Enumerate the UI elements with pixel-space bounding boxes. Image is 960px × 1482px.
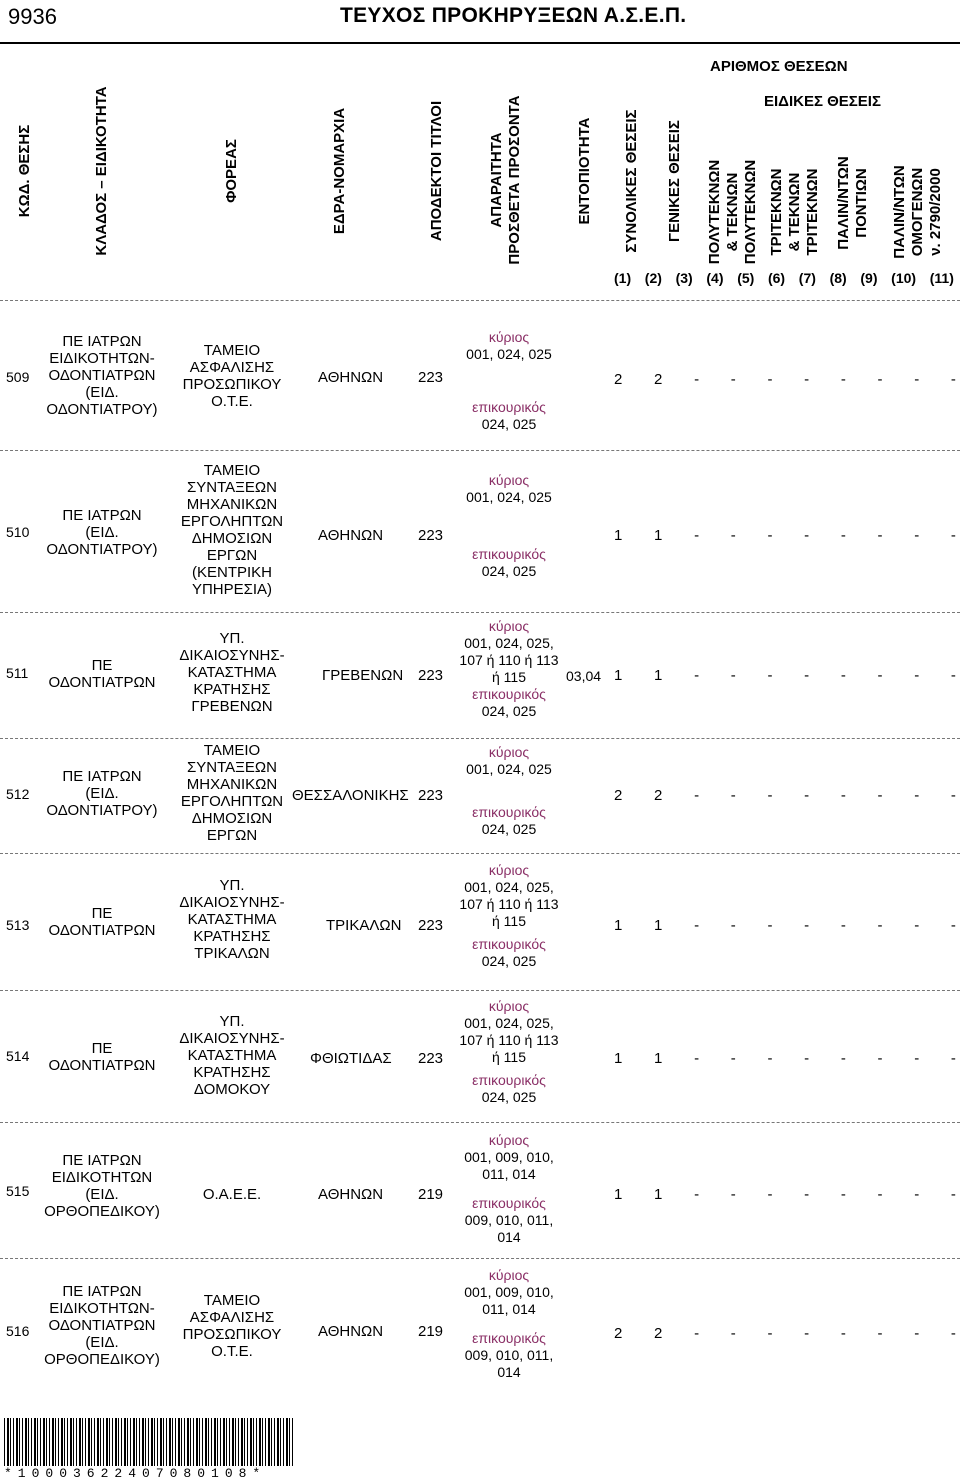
position-code: 514 (6, 1048, 30, 1064)
header-omog-line1: ΠΑΛΙΝ/ΝΤΩΝ (891, 165, 908, 259)
aux-line: 024, 025 (481, 416, 537, 432)
agency-line: ΤΑΜΕΙΟ (203, 1292, 261, 1309)
row-divider (0, 450, 960, 451)
count-cell: - (840, 787, 846, 804)
branch-line: ΟΔΟΝΤΙΑΤΡΩΝ (48, 674, 156, 691)
agency-line: ΑΣΦΑΛΙΣΗΣ (189, 1309, 275, 1326)
count-cell: - (914, 371, 920, 388)
column-number: (6) (767, 270, 786, 286)
header-pontic-line2: ΠΟΝΤΙΩΝ (853, 168, 870, 238)
header-degrees: ΑΠΟΔΕΚΤΟΙ ΤΙΤΛΟΙ (428, 100, 445, 242)
count-general: 2 (654, 1325, 663, 1342)
header-pontic (835, 138, 871, 268)
count-total: 1 (614, 1050, 623, 1067)
branch-line: ΟΔΟΝΤΙΑΤΡΟΥ) (46, 541, 158, 558)
agency-cell (170, 342, 294, 410)
page-title: ΤΕΥΧΟΣ ΠΡΟΚΗΡΥΞΕΩΝ Α.Σ.Ε.Π. (340, 4, 687, 27)
seat-code: 223 (418, 1050, 444, 1067)
main-label: κύριος (488, 329, 530, 345)
count-cell: - (914, 1186, 920, 1203)
column-numbers (614, 270, 954, 286)
count-cell: - (950, 1325, 956, 1342)
agency-cell (170, 1186, 294, 1203)
column-number: (8) (829, 270, 847, 286)
count-cell: - (694, 1050, 700, 1067)
seat-code: 223 (418, 527, 444, 544)
count-cell: - (950, 917, 956, 934)
counts (614, 527, 956, 544)
header-tri-line3: ΤΡΙΤΕΚΝΩΝ (804, 168, 821, 256)
qualifications-cell (446, 618, 572, 720)
count-general: 1 (654, 527, 663, 544)
branch-line: ΠΕ (91, 905, 113, 922)
count-cell: - (877, 787, 883, 804)
agency-line: ΚΡΑΤΗΣΗΣ (193, 928, 271, 945)
header-required-line1: ΑΠΑΡΑΙΤΗΤΑ (488, 132, 505, 228)
count-cell: - (914, 667, 920, 684)
count-cell: - (694, 1325, 700, 1342)
count-cell: - (914, 917, 920, 934)
agency-line: ΔΗΜΟΣΙΩΝ (191, 810, 273, 827)
main-line: 001, 009, 010, (464, 1284, 554, 1300)
agency-line: ΔΙΚΑΙΟΣΥΝΗΣ- (179, 894, 285, 911)
main-label: κύριος (488, 744, 530, 760)
aux-label: επικουρικός (472, 399, 546, 415)
counts (614, 787, 956, 804)
main-line: 001, 024, 025, (464, 879, 554, 895)
branch-line: (ΕΙΔ. (85, 1334, 119, 1351)
seat: ΑΘΗΝΩΝ (318, 1323, 384, 1340)
agency-line: ΚΡΑΤΗΣΗΣ (193, 681, 271, 698)
counts (614, 1325, 956, 1342)
count-cell: - (767, 1186, 773, 1203)
count-cell: - (767, 1325, 773, 1342)
branch-line: ΟΔΟΝΤΙΑΤΡΟΥ) (46, 802, 158, 819)
branch-cell (40, 1283, 164, 1368)
seat: ΑΘΗΝΩΝ (318, 1186, 384, 1203)
count-cell: - (730, 371, 736, 388)
seat: ΤΡΙΚΑΛΩΝ (326, 917, 402, 934)
count-cell: - (877, 527, 883, 544)
agency-line: Ο.Τ.Ε. (211, 1343, 253, 1360)
branch-line: ΟΔΟΝΤΙΑΤΡΩΝ (48, 367, 156, 384)
count-general: 1 (654, 1050, 663, 1067)
branch-line: ΠΕ ΙΑΤΡΩΝ (62, 1283, 142, 1300)
row-divider (0, 300, 960, 301)
locality-value: 03,04 (566, 668, 602, 684)
qualifications-cell (446, 1132, 572, 1246)
seat-code: 223 (418, 369, 444, 386)
header-poly-line3: ΠΟΛΥΤΕΚΝΩΝ (742, 159, 759, 265)
barcode (4, 1418, 294, 1466)
branch-cell (40, 333, 164, 418)
agency-line: ΔΟΜΟΚΟΥ (193, 1081, 271, 1098)
position-code: 512 (6, 786, 30, 802)
agency-line: ΥΠ. (219, 1013, 245, 1030)
position-code: 509 (6, 369, 30, 385)
main-line: 011, 014 (482, 1301, 536, 1317)
count-cell: - (767, 787, 773, 804)
agency-line: ΕΡΓΟΛΗΠΤΩΝ (180, 513, 284, 530)
main-line: 001, 024, 025 (466, 489, 552, 505)
header-num-positions: ΑΡΙΘΜΟΣ ΘΕΣΕΩΝ (710, 58, 848, 75)
agency-line: ΠΡΟΣΩΠΙΚΟΥ (182, 376, 282, 393)
column-number: (1) (614, 270, 632, 286)
agency-cell (170, 1013, 294, 1098)
count-cell: - (877, 917, 883, 934)
count-cell: - (840, 527, 846, 544)
count-total: 1 (614, 1186, 623, 1203)
count-general: 1 (654, 917, 663, 934)
header-code: ΚΩΔ. ΘΕΣΗΣ (16, 124, 33, 218)
main-label: κύριος (488, 1267, 530, 1283)
position-code: 515 (6, 1183, 30, 1199)
count-total: 2 (614, 1325, 623, 1342)
branch-line: ΠΕ ΙΑΤΡΩΝ (62, 507, 142, 524)
seat: ΓΡΕΒΕΝΩΝ (322, 667, 404, 684)
agency-line: ΤΑΜΕΙΟ (203, 462, 261, 479)
count-cell: - (767, 527, 773, 544)
aux-line: 009, 010, 011, (464, 1347, 554, 1363)
branch-line: ΟΔΟΝΤΙΑΤΡΩΝ (48, 922, 156, 939)
branch-line: (ΕΙΔ. (85, 524, 119, 541)
branch-line: (ΕΙΔ. (85, 1186, 119, 1203)
aux-line: 024, 025 (481, 703, 537, 719)
count-cell: - (877, 371, 883, 388)
agency-line: ΜΗΧΑΝΙΚΩΝ (186, 496, 278, 513)
count-cell: - (840, 917, 846, 934)
main-line: 001, 009, 010, (464, 1149, 554, 1165)
count-cell: - (730, 667, 736, 684)
main-label: κύριος (488, 1132, 530, 1148)
qualifications-cell (446, 744, 572, 838)
header-required (488, 70, 524, 290)
branch-cell (40, 905, 164, 939)
column-number: (9) (860, 270, 878, 286)
count-cell: - (804, 667, 810, 684)
count-general: 1 (654, 1186, 663, 1203)
count-total: 2 (614, 787, 623, 804)
column-number: (11) (929, 270, 954, 286)
header-special-positions: ΕΙΔΙΚΕΣ ΘΕΣΕΙΣ (764, 93, 881, 110)
header-general: ΓΕΝΙΚΕΣ ΘΕΣΕΙΣ (666, 120, 683, 242)
count-cell: - (730, 1186, 736, 1203)
agency-line: ΤΑΜΕΙΟ (203, 742, 261, 759)
header-poly-line1: ΠΟΛΥΤΕΚΝΩΝ (706, 159, 723, 265)
agency-line: ΚΑΤΑΣΤΗΜΑ (187, 1047, 277, 1064)
count-total: 2 (614, 371, 623, 388)
aux-line: 024, 025 (481, 821, 537, 837)
qualifications-cell (446, 862, 572, 970)
agency-line: ΥΠΗΡΕΣΙΑ) (191, 581, 273, 598)
barcode-text: *10003622407080108* (4, 1466, 267, 1481)
count-cell: - (730, 787, 736, 804)
agency-line: ΚΑΤΑΣΤΗΜΑ (187, 911, 277, 928)
aux-line: 024, 025 (481, 953, 537, 969)
branch-line: ΠΕ ΙΑΤΡΩΝ (62, 768, 142, 785)
count-cell: - (694, 1186, 700, 1203)
agency-cell (170, 462, 294, 598)
main-line: ή 115 (492, 913, 526, 929)
seat-code: 223 (418, 917, 444, 934)
header-tri-line2: & ΤΕΚΝΩΝ (786, 172, 803, 252)
counts (614, 1186, 956, 1203)
agency-cell (170, 742, 294, 844)
seat: ΘΕΣΣΑΛΟΝΙΚΗΣ (292, 787, 409, 804)
count-cell: - (730, 1050, 736, 1067)
count-cell: - (877, 667, 883, 684)
qualifications-cell (446, 329, 572, 433)
count-cell: - (914, 527, 920, 544)
agency-line: ΥΠ. (219, 630, 245, 647)
agency-line: ΑΣΦΑΛΙΣΗΣ (189, 359, 275, 376)
branch-line: ΠΕ (91, 1040, 113, 1057)
column-number: (4) (706, 270, 724, 286)
branch-line: ΟΔΟΝΤΙΑΤΡΩΝ (48, 1057, 156, 1074)
header-seat: ΕΔΡΑ-ΝΟΜΑΡΧΙΑ (331, 107, 348, 235)
count-cell: - (840, 1050, 846, 1067)
header-omog (891, 147, 945, 277)
main-line: 001, 024, 025 (466, 761, 552, 777)
agency-line: (ΚΕΝΤΡΙΚΗ (191, 564, 272, 581)
branch-cell (40, 768, 164, 819)
main-line: 011, 014 (482, 1166, 536, 1182)
branch-cell (40, 1152, 164, 1220)
main-label: κύριος (488, 618, 530, 634)
count-cell: - (730, 527, 736, 544)
count-cell: - (767, 917, 773, 934)
count-cell: - (804, 1186, 810, 1203)
count-cell: - (950, 1186, 956, 1203)
aux-label: επικουρικός (472, 1195, 546, 1211)
row-divider (0, 990, 960, 991)
qualifications-cell (446, 1267, 572, 1381)
agency-line: Ο.Τ.Ε. (211, 393, 253, 410)
header-poly (706, 147, 760, 277)
header-tri (768, 147, 822, 277)
main-label: κύριος (488, 998, 530, 1014)
qualifications-cell (446, 472, 572, 580)
main-line: 107 ή 110 ή 113 (459, 896, 559, 912)
aux-line: 009, 010, 011, (464, 1212, 554, 1228)
agency-line: ΔΙΚΑΙΟΣΥΝΗΣ- (179, 647, 285, 664)
count-cell: - (694, 787, 700, 804)
count-cell: - (950, 527, 956, 544)
agency-line: ΓΡΕΒΕΝΩΝ (191, 698, 273, 715)
count-cell: - (877, 1050, 883, 1067)
aux-label: επικουρικός (472, 804, 546, 820)
count-total: 1 (614, 527, 623, 544)
branch-line: ΟΡΘΟΠΕΔΙΚΟΥ) (44, 1351, 160, 1368)
branch-line: ΟΡΘΟΠΕΔΙΚΟΥ) (44, 1203, 160, 1220)
agency-line: ΣΥΝΤΑΞΕΩΝ (187, 479, 277, 496)
row-divider (0, 1122, 960, 1123)
count-cell: - (730, 1325, 736, 1342)
agency-line: ΥΠ. (219, 877, 245, 894)
qualifications-cell (446, 998, 572, 1106)
aux-label: επικουρικός (472, 936, 546, 952)
header-total: ΣΥΝΟΛΙΚΕΣ ΘΕΣΕΙΣ (623, 109, 640, 253)
branch-line: ΕΙΔΙΚΟΤΗΤΩΝ (51, 1169, 153, 1186)
count-cell: - (950, 667, 956, 684)
column-number: (7) (798, 270, 816, 286)
row-divider (0, 738, 960, 739)
count-cell: - (950, 1050, 956, 1067)
count-cell: - (840, 1325, 846, 1342)
header-omog-line3: ν. 2790/2000 (927, 168, 944, 256)
aux-line: 014 (497, 1229, 521, 1245)
row-divider (0, 612, 960, 613)
count-general: 2 (654, 371, 663, 388)
branch-cell (40, 507, 164, 558)
branch-line: ΟΔΟΝΤΙΑΤΡΩΝ (48, 1317, 156, 1334)
main-line: 107 ή 110 ή 113 (459, 652, 559, 668)
main-line: 001, 024, 025, (464, 635, 554, 651)
main-line: ή 115 (492, 1049, 526, 1065)
agency-cell (170, 630, 294, 715)
aux-line: 024, 025 (481, 1089, 537, 1105)
branch-line: ΠΕ ΙΑΤΡΩΝ (62, 1152, 142, 1169)
seat: ΦΘΙΩΤΙΔΑΣ (310, 1050, 392, 1067)
header-branch: ΚΛΑΔΟΣ – ΕΙΔΙΚΟΤΗΤΑ (93, 86, 110, 256)
branch-line: ΠΕ (91, 657, 113, 674)
count-cell: - (804, 527, 810, 544)
agency-line: ΔΙΚΑΙΟΣΥΝΗΣ- (179, 1030, 285, 1047)
count-cell: - (694, 667, 700, 684)
counts (614, 917, 956, 934)
aux-line: 014 (497, 1364, 521, 1380)
count-cell: - (804, 787, 810, 804)
agency-line: ΕΡΓΩΝ (206, 827, 258, 844)
seat-code: 223 (418, 667, 444, 684)
count-cell: - (767, 667, 773, 684)
header-rule (0, 42, 960, 44)
count-cell: - (694, 917, 700, 934)
agency-line: ΠΡΟΣΩΠΙΚΟΥ (182, 1326, 282, 1343)
branch-line: ΕΙΔΙΚΟΤΗΤΩΝ- (49, 1300, 155, 1317)
agency-line: ΤΡΙΚΑΛΩΝ (194, 945, 270, 962)
counts (614, 1050, 956, 1067)
header-omog-line2: ΟΜΟΓΕΝΩΝ (909, 167, 926, 257)
aux-label: επικουρικός (472, 1330, 546, 1346)
branch-line: ΠΕ ΙΑΤΡΩΝ (62, 333, 142, 350)
branch-line: ΟΔΟΝΤΙΑΤΡΟΥ) (46, 401, 158, 418)
count-cell: - (877, 1325, 883, 1342)
count-general: 1 (654, 667, 663, 684)
header-agency: ΦΟΡΕΑΣ (223, 139, 240, 203)
count-cell: - (767, 371, 773, 388)
agency-line: ΚΡΑΤΗΣΗΣ (193, 1064, 271, 1081)
aux-label: επικουρικός (472, 546, 546, 562)
count-cell: - (840, 371, 846, 388)
counts (614, 371, 956, 388)
count-cell: - (914, 1050, 920, 1067)
header-locality: ΕΝΤΟΠΙΟΤΗΤΑ (576, 117, 593, 225)
row-divider (0, 1258, 960, 1259)
header-tri-line1: ΤΡΙΤΕΚΝΩΝ (768, 168, 785, 256)
count-cell: - (950, 371, 956, 388)
agency-line: ΣΥΝΤΑΞΕΩΝ (187, 759, 277, 776)
count-cell: - (914, 1325, 920, 1342)
count-cell: - (767, 1050, 773, 1067)
count-cell: - (840, 667, 846, 684)
aux-line: 024, 025 (481, 563, 537, 579)
column-number: (10) (891, 270, 917, 286)
seat: ΑΘΗΝΩΝ (318, 369, 384, 386)
position-code: 513 (6, 917, 30, 933)
agency-line: ΕΡΓΩΝ (206, 547, 258, 564)
column-number: (5) (737, 270, 755, 286)
branch-line: (ΕΙΔ. (85, 384, 119, 401)
count-general: 2 (654, 787, 663, 804)
column-number: (3) (675, 270, 693, 286)
seat-code: 223 (418, 787, 444, 804)
branch-cell (40, 1040, 164, 1074)
main-line: 107 ή 110 ή 113 (459, 1032, 559, 1048)
count-cell: - (877, 1186, 883, 1203)
count-cell: - (804, 1325, 810, 1342)
count-total: 1 (614, 917, 623, 934)
count-total: 1 (614, 667, 623, 684)
counts (614, 667, 956, 684)
count-cell: - (730, 917, 736, 934)
count-cell: - (914, 787, 920, 804)
agency-line: ΤΑΜΕΙΟ (203, 342, 261, 359)
agency-line: ΜΗΧΑΝΙΚΩΝ (186, 776, 278, 793)
agency-line: Ο.Α.Ε.Ε. (202, 1186, 262, 1203)
seat-code: 219 (418, 1186, 444, 1203)
header-poly-line2: & ΤΕΚΝΩΝ (724, 172, 741, 252)
header-required-line2: ΠΡΟΣΘΕΤΑ ΠΡΟΣΟΝΤΑ (506, 95, 523, 265)
main-label: κύριος (488, 472, 530, 488)
main-line: ή 115 (492, 669, 526, 685)
main-line: 001, 024, 025, (464, 1015, 554, 1031)
branch-line: (ΕΙΔ. (85, 785, 119, 802)
count-cell: - (804, 371, 810, 388)
position-code: 516 (6, 1323, 30, 1339)
count-cell: - (694, 371, 700, 388)
branch-cell (40, 657, 164, 691)
aux-label: επικουρικός (472, 686, 546, 702)
agency-line: ΚΑΤΑΣΤΗΜΑ (187, 664, 277, 681)
row-divider (0, 853, 960, 854)
page-number: 9936 (8, 4, 57, 29)
aux-label: επικουρικός (472, 1072, 546, 1088)
position-code: 511 (6, 665, 29, 681)
agency-cell (170, 1292, 294, 1360)
column-number: (2) (644, 270, 662, 286)
position-code: 510 (6, 524, 30, 540)
main-line: 001, 024, 025 (466, 346, 552, 362)
branch-line: ΕΙΔΙΚΟΤΗΤΩΝ- (49, 350, 155, 367)
count-cell: - (804, 1050, 810, 1067)
seat: ΑΘΗΝΩΝ (318, 527, 384, 544)
agency-line: ΕΡΓΟΛΗΠΤΩΝ (180, 793, 284, 810)
count-cell: - (840, 1186, 846, 1203)
agency-cell (170, 877, 294, 962)
header-pontic-line1: ΠΑΛΙΝ/ΝΤΩΝ (835, 156, 852, 250)
count-cell: - (950, 787, 956, 804)
main-label: κύριος (488, 862, 530, 878)
count-cell: - (694, 527, 700, 544)
seat-code: 219 (418, 1323, 444, 1340)
agency-line: ΔΗΜΟΣΙΩΝ (191, 530, 273, 547)
count-cell: - (804, 917, 810, 934)
